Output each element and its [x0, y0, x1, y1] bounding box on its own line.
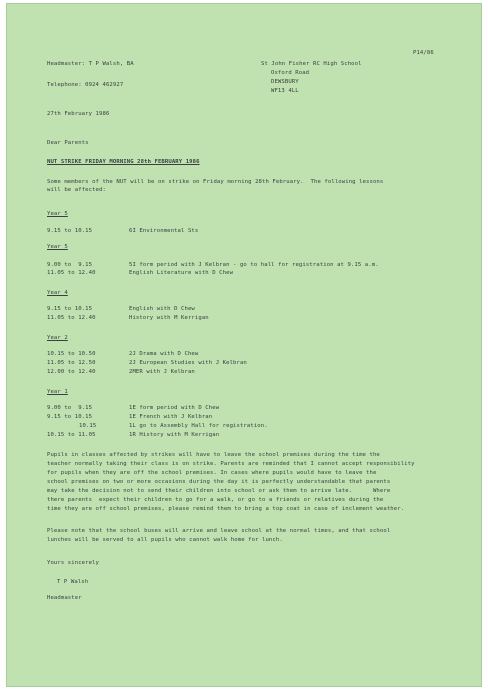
body-line: teacher normally taking their class is on strike. Parents are reminded that I cannot accept responsibility [47, 461, 415, 467]
schedule-desc: 5I form period with J Kelbran - go to hall for registration at 9.15 a.m. [129, 262, 379, 268]
body-line: time they are off school premises, please remind them to bring a top coat in case of inclement weather. [47, 506, 405, 512]
headmaster-line: Headmaster: T P Walsh, BA [47, 61, 134, 67]
schedule-time: 9.00 to 9.15 [47, 405, 93, 411]
closing: Yours sincerely [47, 560, 100, 566]
body-line: school premises on two or more occasions during the day it is perfectly understandable that parents [47, 479, 391, 485]
schedule-desc: 2J European Studies with J Kelbran [129, 360, 247, 366]
schedule-desc: 6I Environmental Sts [129, 228, 199, 234]
signature-name: T P Walsh [57, 579, 89, 585]
schedule-time: 9.00 to 9.15 [47, 262, 93, 268]
schedule-time: 9.15 to 10.15 [47, 228, 93, 234]
subject-heading: NUT STRIKE FRIDAY MORNING 28th FEBRUARY 1986 [47, 159, 200, 165]
intro-line: will be affected: [47, 187, 106, 193]
schedule-desc: English Literature with D Chew [129, 270, 234, 276]
year-heading: Year 2 [47, 335, 68, 341]
schedule-time: 10.15 [79, 423, 97, 429]
address-line: WF13 4LL [271, 88, 299, 94]
body-line: Pupils in classes affected by strikes will have to leave the school premises during the time the [47, 452, 380, 458]
schedule-desc: English with D Chew [129, 306, 195, 312]
year-heading: Year 5 [47, 211, 68, 217]
schedule-time: 11.05 to 12.40 [47, 315, 96, 321]
year-heading: Year 4 [47, 290, 68, 296]
intro-line: Some members of the NUT will be on strike on Friday morning 28th February. The following lessons [47, 179, 384, 185]
reference-number: P14/86 [413, 50, 434, 56]
body-line: for pupils when they are off the school premises. In cases where pupils would have to leave the [47, 470, 377, 476]
schedule-desc: History with M Kerrigan [129, 315, 209, 321]
letter-date: 27th February 1986 [47, 111, 110, 117]
address-line: DEWSBURY [271, 79, 299, 85]
schedule-time: 10.15 to 11.05 [47, 432, 96, 438]
schedule-desc: 1E French with J Kelbran [129, 414, 213, 420]
schedule-desc: 2J Drama with D Chew [129, 351, 199, 357]
address-line: Oxford Road [271, 70, 310, 76]
schedule-desc: 1R History with M Kerrigan [129, 432, 220, 438]
salutation: Dear Parents [47, 140, 89, 146]
schedule-time: 11.05 to 12.40 [47, 270, 96, 276]
school-name: St John Fisher RC High School [261, 61, 362, 67]
schedule-time: 9.15 to 10.15 [47, 306, 93, 312]
letter-page [7, 4, 481, 686]
body-line: Please note that the school buses will arrive and leave school at the normal times, and that school [47, 528, 391, 534]
schedule-desc: 1E form period with D Chew [129, 405, 220, 411]
schedule-time: 9.15 to 10.15 [47, 414, 93, 420]
schedule-time: 12.00 to 12.40 [47, 369, 96, 375]
year-heading: Year 1 [47, 389, 68, 395]
schedule-desc: 2MER with J Kelbran [129, 369, 195, 375]
body-line: lunches will be served to all pupils who cannot walk home for lunch. [47, 537, 283, 543]
telephone-line: Telephone: 0924 462927 [47, 82, 124, 88]
schedule-desc: 1L go to Assembly Hall for registration. [129, 423, 268, 429]
body-line: may take the decision not to send their children into school or ask them to arrive late. Where [47, 488, 391, 494]
year-heading: Year 5 [47, 244, 68, 250]
signature-title: Headmaster [47, 595, 82, 601]
schedule-time: 10.15 to 10.50 [47, 351, 96, 357]
body-line: there parents expect their children to go for a walk, or go to a friends or relatives during the [47, 497, 384, 503]
schedule-time: 11.05 to 12.50 [47, 360, 96, 366]
